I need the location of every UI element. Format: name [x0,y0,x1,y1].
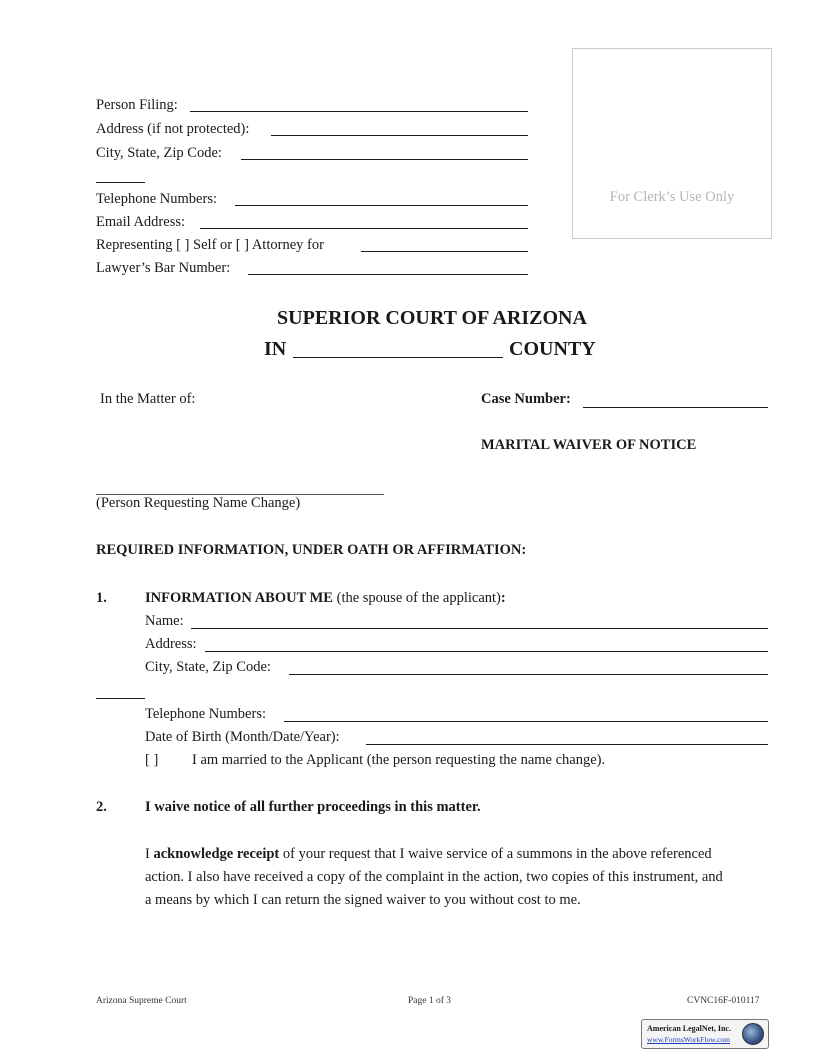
section-1-heading [145,590,506,607]
bar-number-field[interactable] [248,274,528,275]
city-state-zip-continuation[interactable] [96,182,145,183]
logo-company-name: American LegalNet, Inc. [647,1024,731,1033]
telephone-label: Telephone Numbers: [96,191,217,207]
para-line-1-rest: of your request that I waive service of a summons in the above referenced [279,846,712,862]
section-2-heading: I waive notice of all further proceedings in this matter. [145,799,481,815]
section-2-paragraph-line-1 [145,846,712,863]
requester-label: (Person Requesting Name Change) [96,495,301,511]
para-acknowledge-receipt: acknowledge receipt [153,846,280,862]
footer-page-number: Page 1 of 3 [408,996,452,1006]
county-name-field[interactable] [293,357,503,358]
representing-label: Representing [ ] Self or [ ] Attorney for [96,237,324,253]
globe-icon [742,1023,764,1045]
address-label: Address (if not protected): [96,121,250,137]
spouse-name-label: Name: [145,613,184,629]
city-state-zip-field[interactable] [241,159,528,160]
spouse-telephone-field[interactable] [284,721,768,722]
court-title: SUPERIOR COURT OF ARIZONA [277,307,587,329]
case-number-label: Case Number: [481,391,571,407]
footer-form-code: CVNC16F-010117 [687,996,760,1006]
bar-number-label: Lawyer’s Bar Number: [96,260,231,276]
person-filing-label: Person Filing: [96,97,178,113]
section-1-number: 1. [96,590,107,606]
logo-website-link[interactable]: www.FormsWorkFlow.com [647,1035,731,1044]
clerk-use-box [572,48,772,239]
section-1-heading-rest: (the spouse of the applicant) [332,590,501,606]
married-checkbox[interactable]: [ ] [145,752,159,768]
court-county-label: COUNTY [509,338,596,360]
spouse-dob-label: Date of Birth (Month/Date/Year): [145,729,340,745]
email-label: Email Address: [96,214,186,230]
case-number-field[interactable] [583,407,768,408]
section-2-paragraph-line-3: a means by which I can return the signed waiver to you without cost to me. [145,892,581,908]
section-2-number: 2. [96,799,107,815]
spouse-city-label: City, State, Zip Code: [145,659,271,675]
document-title: MARITAL WAIVER OF NOTICE [481,437,697,453]
spouse-address-field[interactable] [205,651,768,652]
spouse-name-field[interactable] [191,628,768,629]
section-2-paragraph-line-2: action. I also have received a copy of the complaint in the action, two copies of this instrument, and [145,869,723,885]
spouse-telephone-label: Telephone Numbers: [145,706,266,722]
required-info-heading: REQUIRED INFORMATION, UNDER OATH OR AFFIRMATION: [96,542,527,558]
address-field[interactable] [271,135,528,136]
spouse-city-field[interactable] [289,674,768,675]
court-in-label: IN [264,338,287,360]
telephone-field[interactable] [235,205,528,206]
para-i: I [145,846,154,862]
american-legalnet-logo[interactable] [641,1019,769,1049]
section-1-heading-bold: INFORMATION ABOUT ME [145,590,333,606]
footer-left: Arizona Supreme Court [96,996,187,1006]
spouse-city-continuation[interactable] [96,698,145,699]
person-filing-field[interactable] [190,111,528,112]
attorney-for-field[interactable] [361,251,528,252]
section-1-heading-colon: : [500,590,506,606]
matter-label: In the Matter of: [100,391,196,407]
city-state-zip-label: City, State, Zip Code: [96,145,222,161]
email-field[interactable] [200,228,528,229]
spouse-dob-field[interactable] [366,744,768,745]
clerk-use-label: For Clerk’s Use Only [609,189,735,205]
married-statement: I am married to the Applicant (the person requesting the name change). [192,752,606,768]
spouse-address-label: Address: [145,636,197,652]
